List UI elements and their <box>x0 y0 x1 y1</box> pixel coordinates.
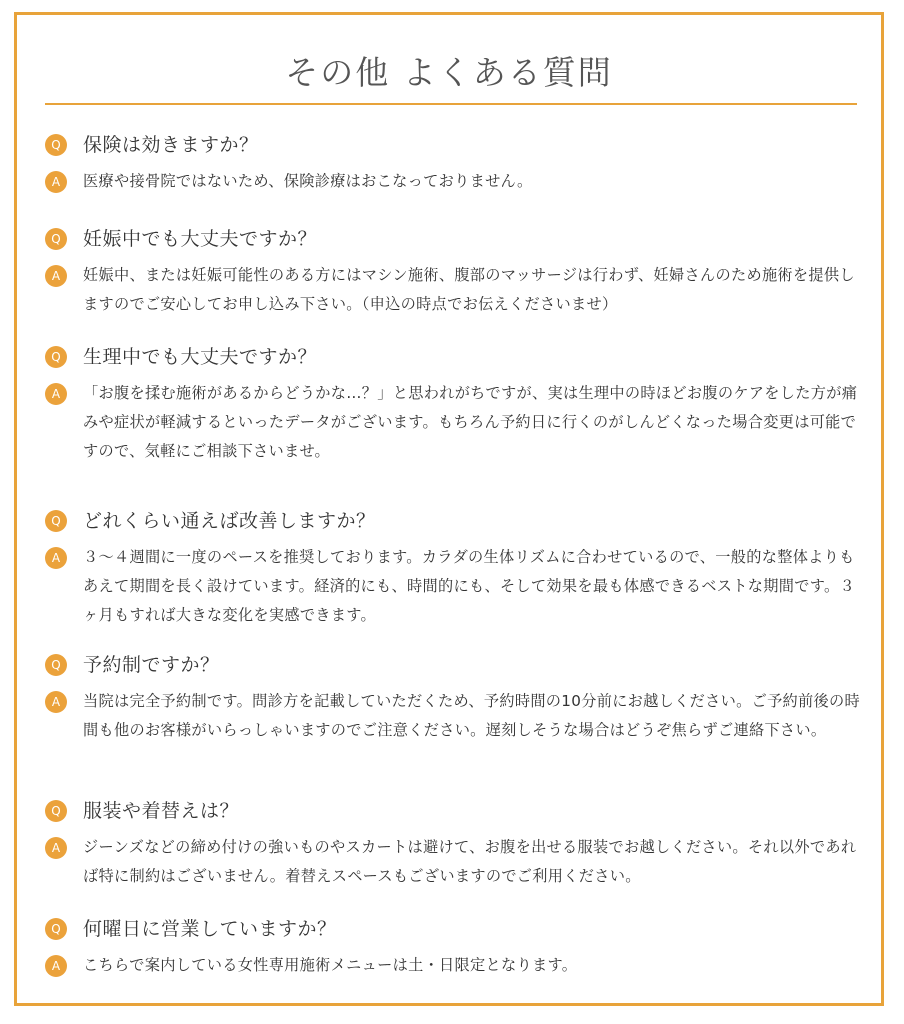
question-text: 服装や着替えは？ <box>83 800 240 822</box>
title-divider <box>45 103 857 105</box>
faq-item-pregnancy <box>45 225 865 319</box>
question-badge-icon: Q <box>45 918 67 940</box>
question-text: 保険は効きますか？ <box>83 134 259 156</box>
faq-item-reservation <box>45 651 865 745</box>
question-badge-icon: Q <box>45 800 67 822</box>
question-text: 何曜日に営業していますか？ <box>83 918 337 940</box>
question-row <box>45 507 865 535</box>
answer-badge-icon: A <box>45 955 67 977</box>
question-row <box>45 131 865 159</box>
question-badge-icon: Q <box>45 654 67 676</box>
answer-text: ３〜４週間に一度のペースを推奨しております。カラダの生体リズムに合わせているので、一般的な整体よりもあえて期間を長く設けています。経済的にも、時間的にも、そして効果を最も体感できるベストな期間です。３ヶ月もすれば大きな変化を実感できます。 <box>83 548 855 624</box>
question-text: 生理中でも大丈夫ですか？ <box>83 346 318 368</box>
faq-item-frequency <box>45 507 865 630</box>
answer-badge-icon: A <box>45 837 67 859</box>
question-badge-icon: Q <box>45 346 67 368</box>
answer-text: 医療や接骨院ではないため、保険診療はおこなっておりません。 <box>83 172 533 190</box>
answer-text: こちらで案内している女性専用施術メニューは土・日限定となります。 <box>83 956 578 974</box>
answer-text: 当院は完全予約制です。問診方を記載していただくため、予約時間の10分前にお越しください。ご予約前後の時間も他のお客様がいらっしゃいますのでご注意ください。遅刻しそうな場合はどうぞ焦らずご連絡下さい。 <box>83 692 860 739</box>
faq-item-clothing <box>45 797 865 891</box>
answer-row <box>45 951 865 980</box>
answer-badge-icon: A <box>45 547 67 569</box>
faq-item-menstruation <box>45 343 865 466</box>
faq-item-insurance <box>45 131 865 196</box>
answer-row <box>45 167 865 196</box>
question-row <box>45 343 865 371</box>
answer-text: 妊娠中、または妊娠可能性のある方にはマシン施術、腹部のマッサージは行わず、妊婦さんのため施術を提供しますのでご安心してお申し込み下さい。（申込の時点でお伝えくださいませ） <box>83 266 855 313</box>
question-row <box>45 651 865 679</box>
answer-badge-icon: A <box>45 691 67 713</box>
question-row <box>45 225 865 253</box>
answer-row <box>45 687 865 745</box>
question-text: 予約制ですか？ <box>83 654 220 676</box>
answer-badge-icon: A <box>45 171 67 193</box>
answer-badge-icon: A <box>45 265 67 287</box>
question-badge-icon: Q <box>45 228 67 250</box>
faq-panel <box>14 12 884 1006</box>
question-row <box>45 797 865 825</box>
answer-row <box>45 379 865 466</box>
faq-item-business-days <box>45 915 865 980</box>
question-row <box>45 915 865 943</box>
answer-row <box>45 543 865 630</box>
answer-text: ジーンズなどの締め付けの強いものやスカートは避けて、お腹を出せる服装でお越しください。それ以外であれば特に制約はございません。着替えスペースもございますのでご利用ください。 <box>83 838 857 885</box>
answer-text: 「お腹を揉む施術があるからどうかな…？」と思われがちですが、実は生理中の時ほどお腹のケアをした方が痛みや症状が軽減するといったデータがございます。もちろん予約日に行くのがしんどくなった場合変更は可能ですので、気軽にご相談下さいませ。 <box>83 384 858 460</box>
answer-row <box>45 261 865 319</box>
page-title: その他 よくある質問 <box>285 53 613 92</box>
question-badge-icon: Q <box>45 134 67 156</box>
answer-badge-icon: A <box>45 383 67 405</box>
answer-row <box>45 833 865 891</box>
question-badge-icon: Q <box>45 510 67 532</box>
question-text: どれくらい通えば改善しますか？ <box>83 510 376 532</box>
question-text: 妊娠中でも大丈夫ですか？ <box>83 228 318 250</box>
